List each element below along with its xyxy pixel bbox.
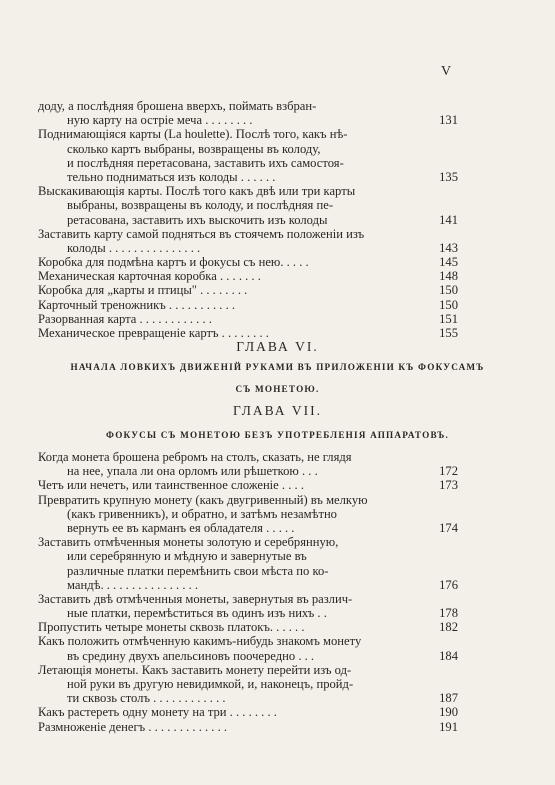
toc-entry-text: Какъ растереть одну монету на три . . . . . . . . bbox=[38, 705, 277, 720]
toc-page-number: 150 bbox=[439, 283, 458, 298]
toc-line bbox=[0, 705, 555, 719]
toc-line bbox=[0, 198, 555, 212]
toc-line bbox=[0, 283, 555, 297]
toc-page-number: 145 bbox=[439, 255, 458, 270]
toc-line bbox=[0, 634, 555, 648]
toc-line bbox=[0, 113, 555, 127]
toc-entry-text: (какъ гривенникъ), и обратно, и затѣмъ незамѣтно bbox=[67, 506, 337, 521]
page-number: V bbox=[441, 64, 453, 79]
toc-entry-text: Заставить двѣ отмѣченныя монеты, завернутыя въ различ- bbox=[38, 591, 353, 606]
toc-line bbox=[0, 464, 555, 478]
toc-line bbox=[0, 592, 555, 606]
toc-line bbox=[0, 170, 555, 184]
toc-line bbox=[0, 677, 555, 691]
toc-page-number: 174 bbox=[439, 520, 458, 535]
toc-entry-text: Какъ положить отмѣченную какимъ-нибудь знакомъ монету bbox=[38, 634, 362, 649]
chapter-7-subtitle: ФОКУСЫ СЪ МОНЕТОЮ БЕЗЪ УПОТРЕБЛЕНIЯ АППАРАТОВЪ. bbox=[105, 430, 450, 440]
toc-line bbox=[0, 493, 555, 507]
toc-line bbox=[0, 720, 555, 734]
toc-line bbox=[0, 649, 555, 663]
toc-line bbox=[0, 127, 555, 141]
toc-page-number: 143 bbox=[439, 240, 458, 255]
toc-entry-text: мандѣ. . . . . . . . . . . . . . . . bbox=[67, 577, 199, 592]
toc-entry-text: Механическая карточная коробка . . . . . . . bbox=[38, 269, 261, 284]
toc-entry-text: сколько картъ выбраны, возвращены въ колоду, bbox=[67, 141, 321, 156]
toc-line bbox=[0, 663, 555, 677]
toc-entry-text: Превратить крупную монету (какъ двугривенный) въ мелкую bbox=[38, 492, 368, 507]
toc-page-number: 184 bbox=[439, 648, 458, 663]
toc-entry-text: Коробка для „карты и птицы" . . . . . . . . bbox=[38, 283, 248, 298]
toc-page-number: 187 bbox=[439, 691, 458, 706]
toc-line bbox=[0, 312, 555, 326]
toc-page-number: 182 bbox=[439, 620, 458, 635]
toc-entry-text: Карточный треножникъ . . . . . . . . . . . bbox=[38, 297, 236, 312]
toc-line bbox=[0, 564, 555, 578]
toc-entry-text: различные платки перемѣнить свои мѣста по ко- bbox=[67, 563, 329, 578]
toc-line bbox=[0, 227, 555, 241]
toc-entry-text: на нее, упала ли она орломъ или рѣшеткою . . . bbox=[67, 464, 318, 479]
toc-entry-text: тельно подниматься изъ колоды . . . . . . bbox=[67, 169, 276, 184]
toc-page-number: 141 bbox=[439, 212, 458, 227]
toc-page-number: 173 bbox=[439, 478, 458, 493]
toc-line bbox=[0, 620, 555, 634]
toc-entry-text: доду, а послѣдняя брошена вверхъ, поймать взбран- bbox=[38, 99, 317, 113]
chapter-6-subtitle-line1: НАЧАЛА ЛОВКИХЪ ДВИЖЕНIЙ РУКАМИ ВЪ ПРИЛОЖЕНIИ КЪ ФОКУСАМЪ bbox=[70, 362, 485, 372]
toc-section-cards bbox=[0, 99, 555, 340]
toc-entry-text: колоды . . . . . . . . . . . . . . . bbox=[67, 240, 201, 255]
toc-entry-text: Поднимающiяся карты (La houlette). Послѣ того, какъ нѣ- bbox=[38, 127, 348, 142]
toc-line bbox=[0, 156, 555, 170]
toc-entry-text: ной руки въ другую невидимкой, и, наконецъ, пройд- bbox=[67, 677, 354, 691]
toc-entry-text: Выскакивающiя карты. Послѣ того какъ двѣ или три карты bbox=[38, 184, 356, 199]
toc-line bbox=[0, 450, 555, 464]
toc-entry-text: ти сквозь столъ . . . . . . . . . . . . bbox=[67, 691, 226, 706]
toc-line bbox=[0, 521, 555, 535]
toc-entry-text: въ средину двухъ апельсиновъ поочередно . . . bbox=[67, 648, 315, 663]
toc-line bbox=[0, 606, 555, 620]
toc-page-number: 190 bbox=[439, 705, 458, 720]
toc-entry-text: ную карту на острiе меча . . . . . . . . bbox=[67, 113, 253, 128]
toc-entry-text: Коробка для подмѣна картъ и фокусы съ нею. . . . . bbox=[38, 255, 309, 270]
toc-line bbox=[0, 184, 555, 198]
toc-entry-text: или серебрянную и мѣдную и завернутые въ bbox=[67, 549, 307, 564]
toc-entry-text: Заставить отмѣченныя монеты золотую и серебрянную, bbox=[38, 535, 339, 550]
toc-line bbox=[0, 298, 555, 312]
toc-page-number: 191 bbox=[439, 719, 458, 734]
toc-entry-text: вернуть ее въ карманъ ея обладателя . . . . . bbox=[67, 520, 295, 535]
chapter-6-title: ГЛАВА VI. bbox=[236, 339, 319, 354]
toc-line bbox=[0, 691, 555, 705]
toc-page-number: 131 bbox=[439, 113, 458, 128]
toc-page-number: 148 bbox=[439, 269, 458, 284]
toc-entry-text: и послѣдняя перетасована, заставить ихъ самостоя- bbox=[67, 155, 344, 170]
toc-page-number: 176 bbox=[439, 577, 458, 592]
toc-entry-text: Разорванная карта . . . . . . . . . . . . bbox=[38, 311, 212, 326]
toc-line bbox=[0, 269, 555, 283]
toc-entry-text: Размноженiе денегъ . . . . . . . . . . . . . bbox=[38, 719, 228, 734]
toc-section-coins bbox=[0, 450, 555, 734]
toc-entry-text: Заставить карту самой подняться въ стоячемъ положенiи изъ bbox=[38, 226, 365, 241]
toc-page-number: 135 bbox=[439, 169, 458, 184]
toc-line bbox=[0, 549, 555, 563]
toc-line bbox=[0, 255, 555, 269]
toc-entry-text: выбраны, возвращены въ колоду, и послѣдняя пе- bbox=[67, 198, 334, 213]
toc-page-number: 178 bbox=[439, 606, 458, 621]
toc-line bbox=[0, 213, 555, 227]
toc-entry-text: Пропустить четыре монеты сквозь платокъ. . . . . . bbox=[38, 620, 305, 635]
toc-entry-text: Механическое превращенiе картъ . . . . . . . . bbox=[38, 326, 269, 340]
toc-line bbox=[0, 99, 555, 113]
toc-line bbox=[0, 507, 555, 521]
toc-entry-text: Летающiя монеты. Какъ заставить монету перейти изъ од- bbox=[38, 662, 352, 677]
toc-entry-text: Когда монета брошена ребромъ на столъ, сказать, не глядя bbox=[38, 450, 352, 464]
chapter-7-title: ГЛАВА VII. bbox=[232, 403, 323, 418]
toc-entry-text: ные платки, перемѣститься въ одинъ изъ нихъ . . bbox=[67, 606, 327, 621]
toc-line bbox=[0, 578, 555, 592]
chapter-6-subtitle-line2: СЪ МОНЕТОЮ. bbox=[235, 384, 320, 394]
toc-line bbox=[0, 535, 555, 549]
toc-entry-text: Четъ или нечетъ, или таинственное сложенiе . . . . bbox=[38, 478, 304, 493]
toc-line bbox=[0, 241, 555, 255]
toc-entry-text: ретасована, заставить ихъ выскочить изъ колоды bbox=[67, 212, 328, 227]
toc-page-number: 150 bbox=[439, 297, 458, 312]
toc-page-number: 172 bbox=[439, 464, 458, 479]
toc-page-number: 151 bbox=[439, 311, 458, 326]
toc-line bbox=[0, 478, 555, 492]
toc-page-number: 155 bbox=[439, 326, 458, 340]
toc-line bbox=[0, 142, 555, 156]
